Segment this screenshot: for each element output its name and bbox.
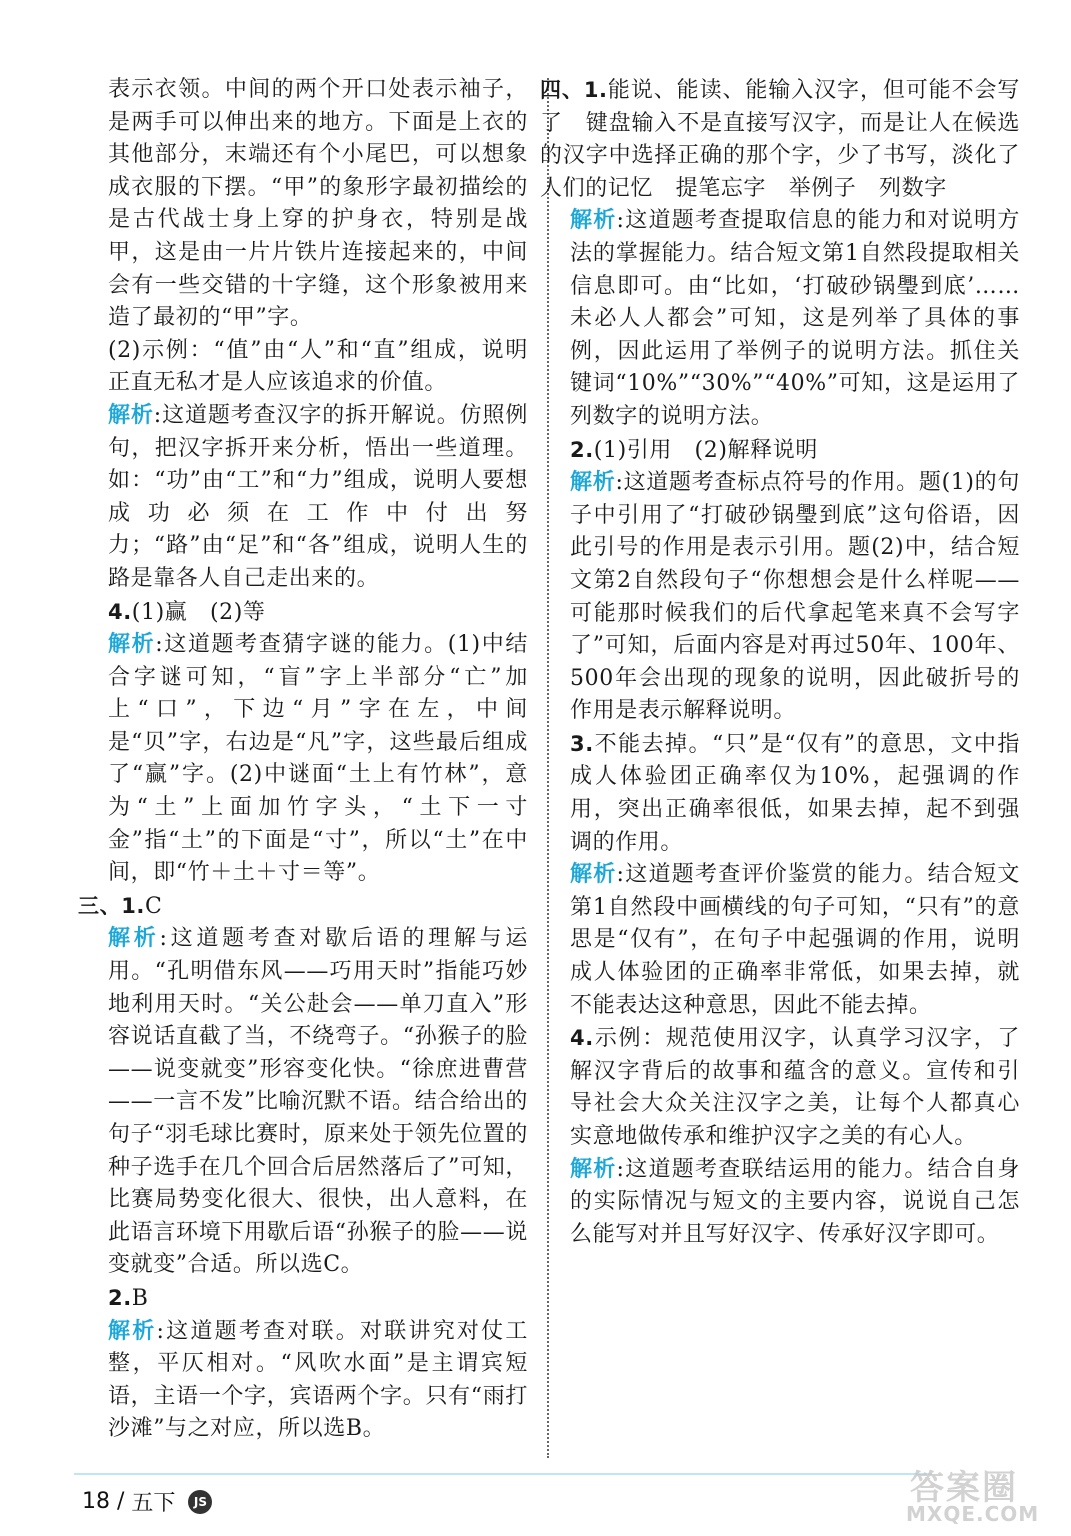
footer-separator: / bbox=[117, 1489, 125, 1514]
answer-text: (1)引用 (2)解释说明 bbox=[593, 437, 818, 463]
footer-rule bbox=[74, 1473, 932, 1475]
answer-text: 不能去掉。“只”是“仅有”的意思，文中指成人体验团正确率仅为10%，起强调的作用，突出正确率很低，如果去掉，起不到强调的作用。 bbox=[570, 731, 1020, 855]
page-number: 18 bbox=[82, 1489, 110, 1514]
item-number: 2. bbox=[570, 437, 594, 462]
right-column bbox=[540, 74, 1020, 1251]
analysis-text: :这道题考查联结运用的能力。结合自身的实际情况与短文的主要内容，说说自己怎么能写对并且写好汉字、传承好汉字即可。 bbox=[570, 1156, 1020, 1247]
analysis-text: :这道题考查汉字的拆开解说。仿照例句，把汉字拆开来分析，悟出一些道理。如：“功”由“工”和“力”组成，说明人要想成功必须在工作中付出努力；“路”由“足”和“各”组成，说明人生的路是靠各人自己走出来的。 bbox=[108, 402, 528, 591]
analysis-block bbox=[570, 467, 1020, 728]
item-number: 4. bbox=[570, 1026, 594, 1051]
item-number: 1. bbox=[583, 78, 608, 102]
section-label: 四、 bbox=[540, 78, 584, 102]
watermark bbox=[900, 1460, 1050, 1530]
analysis-label: 解析 bbox=[570, 208, 617, 234]
item-number: 3. bbox=[570, 731, 594, 756]
analysis-text: :这道题考查提取信息的能力和对说明方法的掌握能力。结合短文第1自然段提取相关信息即可。由“比如，‘打破砂锅璺到底’……未必人人都会”可知，这是列举了具体的事例，因此运用了举例子的说明方法。抓住关键词“10%”“30%”“40%”可知，这是运用了列数字的说明方法。 bbox=[570, 208, 1020, 429]
analysis-block bbox=[108, 400, 528, 596]
analysis-label: 解析 bbox=[108, 632, 156, 658]
analysis-block bbox=[570, 205, 1020, 433]
analysis-text: :这道题考查对歇后语的理解与运用。“孔明借东风——巧用天时”指能巧妙地利用天时。“关公赴会——单刀直入”形容说话直截了当，不绕弯子。“孙猴子的脸——说变就变”形容变化快。“徐庶进曹营——一言不发”比喻沉默不语。结合给出的句子“羽毛球比赛时，原来处于领先位置的种子选手在几个回合后居然落后了”可知，比赛局势变化很大、很快，出人意料，在此语言环境下用歇后语“孙猴子的脸——说变就变”合适。所以选C。 bbox=[108, 926, 528, 1278]
watermark-text: 答案圈 bbox=[910, 1468, 1018, 1508]
answer-text: C bbox=[145, 893, 163, 919]
analysis-label: 解析 bbox=[108, 402, 154, 428]
answer-continuation: 表示衣领。中间的两个开口处表示袖子，是两手可以伸出来的地方。下面是上衣的其他部分，末端还有个小尾巴，可以想象成衣服的下摆。“甲”的象形字最初描绘的是古代战士身上穿的护身衣，特别是战甲，这是由一片片铁片连接起来的，中间会有一些交错的十字缝，这个形象被用来造了最初的“甲”字。 bbox=[108, 77, 528, 331]
analysis-block bbox=[570, 859, 1020, 1022]
answer-text: B bbox=[131, 1285, 149, 1311]
answer-item bbox=[570, 728, 1020, 859]
grade-label: 五下 bbox=[131, 1491, 176, 1516]
left-column bbox=[78, 74, 528, 1446]
section-label: 三、 bbox=[78, 893, 122, 918]
analysis-label: 解析 bbox=[570, 1156, 617, 1182]
analysis-block bbox=[108, 1316, 528, 1446]
answer-text: 能说、能读、能输入汉字，但可能不会写了 键盘输入不是直接写汉字，而是让人在候选的汉字中选择正确的那个字，少了书写，淡化了人们的记忆 提笔忘字 举例子 列数字 bbox=[540, 78, 1020, 201]
column-divider bbox=[547, 78, 549, 1458]
answer-text: 示例：规范使用汉字，认真学习汉字，了解汉字背后的故事和蕴含的意义。宣传和引导社会大众关注汉字之美，让每个人都真心实意地做传承和维护汉字之美的有心人。 bbox=[570, 1026, 1020, 1149]
publisher-logo-icon: JS bbox=[188, 1490, 212, 1514]
analysis-label: 解析 bbox=[108, 926, 160, 952]
analysis-label: 解析 bbox=[570, 470, 616, 496]
analysis-block bbox=[570, 1154, 1020, 1252]
section-heading bbox=[78, 890, 528, 924]
item-number: 2. bbox=[108, 1285, 132, 1310]
item-number: 4. bbox=[108, 599, 132, 624]
analysis-block bbox=[108, 629, 528, 890]
analysis-label: 解析 bbox=[570, 862, 617, 888]
analysis-label: 解析 bbox=[108, 1318, 157, 1344]
answer-item bbox=[540, 74, 1020, 205]
answer-item bbox=[108, 1282, 528, 1316]
answer-example: (2)示例：“值”由“人”和“直”组成，说明正直无私才是人应该追求的价值。 bbox=[108, 337, 528, 396]
answer-item bbox=[570, 1022, 1020, 1153]
item-number: 1. bbox=[121, 893, 145, 918]
analysis-text: :这道题考查猜字谜的能力。(1)中结合字谜可知，“盲”字上半部分“亡”加上“口”，下边“月”字在左，中间是“贝”字，右边是“凡”字，这些最后组成了“赢”字。(2)中谜面“土上有竹林”，意为“土”上面加竹字头，“土下一寸金”指“土”的下面是“寸”，所以“土”在中间，即“竹＋土＋寸＝等”。 bbox=[108, 632, 528, 886]
answer-item bbox=[570, 434, 1020, 468]
watermark-url: MXQE.COM bbox=[906, 1502, 1040, 1526]
analysis-text: :这道题考查标点符号的作用。题(1)的句子中引用了“打破砂锅璺到底”这句俗语，因此引号的作用是表示引用。题(2)中，结合短文第2自然段句子“你想想会是什么样呢——可能那时候我们的后代拿起笔来真不会写字了”可知，后面内容是对再过50年、100年、500年会出现的现象的说明，因此破折号的作用是表示解释说明。 bbox=[570, 470, 1020, 724]
answer-text: (1)赢 (2)等 bbox=[131, 599, 266, 625]
analysis-block bbox=[108, 923, 528, 1282]
analysis-text: :这道题考查对联。对联讲究对仗工整，平仄相对。“风吹水面”是主谓宾短语，主语一个字，宾语两个字。只有“雨打沙滩”与之对应，所以选B。 bbox=[108, 1318, 528, 1442]
answer-item bbox=[108, 596, 528, 630]
page-footer bbox=[82, 1486, 212, 1517]
analysis-text: :这道题考查评价鉴赏的能力。结合短文第1自然段中画横线的句子可知，“只有”的意思是“仅有”，在句子中起强调的作用，说明成人体验团的正确率非常低，如果去掉，就不能表达这种意思，因此不能去掉。 bbox=[570, 862, 1020, 1018]
